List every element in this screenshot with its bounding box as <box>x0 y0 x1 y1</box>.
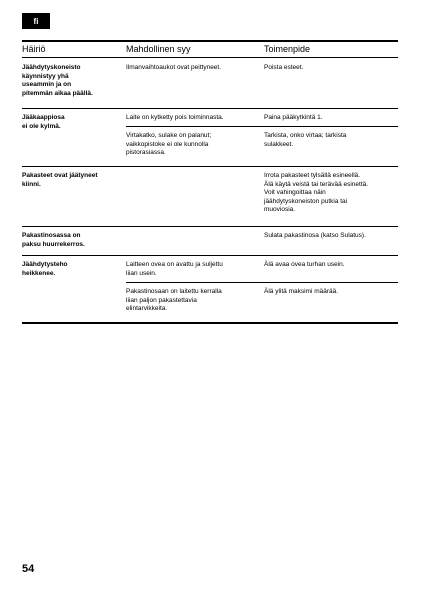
row-1-remedy-1: Poista esteet. <box>264 64 304 71</box>
row-divider <box>22 226 398 227</box>
row-2-cause-2: Virtakatko, sulake on palanut; vaikkopistoke ei ole kunnolla pistorasiassa. <box>126 132 212 157</box>
row-1-cause-1: Ilmanvaihtoaukot ovat peittyneet. <box>126 64 222 71</box>
sub-row-divider <box>126 282 398 283</box>
row-5-cause-1: Laitteen ovea on avattu ja suljettu liian usein. <box>126 261 223 277</box>
language-tab: fi <box>22 13 50 29</box>
row-3-problem: Pakasteet ovat jäätyneet kiinni. <box>22 172 98 188</box>
header-remedy: Toimenpide <box>264 44 311 54</box>
sub-row-divider <box>126 126 398 127</box>
row-divider <box>22 108 398 109</box>
row-5-cause-2: Pakastinosaan on laitettu kerralla liian paljon pakastettavia elintarvikkeita. <box>126 288 222 313</box>
row-1-problem: Jäähdytyskoneisto käynnistyy yhä useammin ja on pitemmän aikaa päällä. <box>22 64 93 97</box>
row-4-remedy-1: Sulata pakastinosa (katso Sulatus). <box>264 232 366 239</box>
row-2-cause-1: Laite on kytketty pois toiminnasta. <box>126 114 224 121</box>
row-2-remedy-2: Tarkista, onko virtaa; tarkista sulakkeet. <box>264 132 347 148</box>
table-bottom-rule <box>22 322 398 324</box>
row-4-problem: Pakastinosassa on paksu huurrekerros. <box>22 232 85 248</box>
header-cause: Mahdollinen syy <box>126 44 191 54</box>
row-2-problem: Jääkaappiosa ei ole kylmä. <box>22 114 65 130</box>
header-problem: Häiriö <box>22 44 46 54</box>
header-bottom-rule <box>22 57 398 58</box>
row-divider <box>22 166 398 167</box>
row-3-remedy-1: Irrota pakasteet tylsällä esineellä. Älä käytä veistä tai terävää esinettä. Voit vahingoittaa näin jäähdytyskoneiston putkia tai muoviosia. <box>264 172 369 214</box>
row-5-remedy-1: Älä avaa ovea turhan usein. <box>264 261 345 268</box>
table-top-rule <box>22 40 398 42</box>
row-2-remedy-1: Paina pääkytkintä 1. <box>264 114 323 121</box>
row-5-problem: Jäähdytysteho heikkenee. <box>22 261 68 277</box>
page-number: 54 <box>22 563 35 575</box>
row-divider <box>22 255 398 256</box>
row-5-remedy-2: Älä ylitä maksimi määrää. <box>264 288 339 295</box>
